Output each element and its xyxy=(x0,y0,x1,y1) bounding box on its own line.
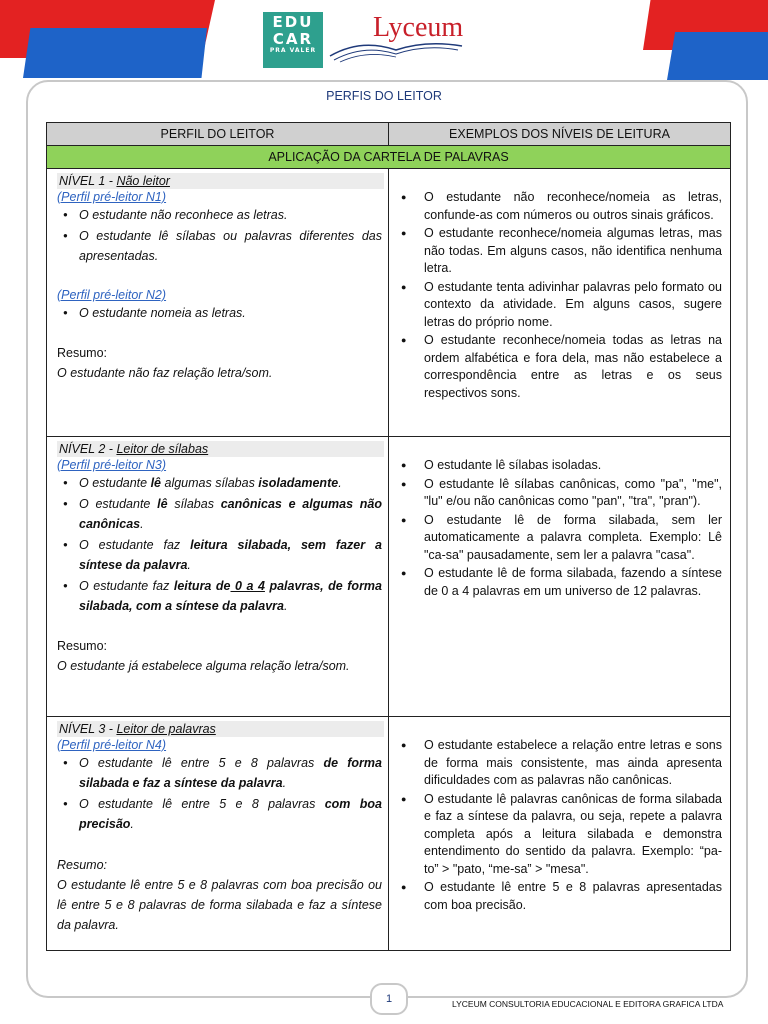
level3-summary-label: Resumo: xyxy=(57,858,108,872)
list-item: ● O estudante nomeia as letras. xyxy=(57,303,382,323)
text-span: O estudante xyxy=(79,476,151,490)
level3-name: Leitor de palavras xyxy=(116,722,216,736)
lyceum-logo: Lyceum xyxy=(373,12,464,43)
bold-span: de forma silabada e faz a síntese da palavra xyxy=(79,756,382,790)
level2-profile-cell xyxy=(47,437,389,717)
col1-header: PERFIL DO LEITOR xyxy=(47,123,389,146)
level1-prefix: NÍVEL 1 - xyxy=(59,174,117,188)
table-row-level2 xyxy=(47,437,731,717)
list-item xyxy=(57,753,382,793)
text-span: sílabas xyxy=(167,497,221,511)
text-span: O estudante lê entre 5 e 8 palavras xyxy=(79,797,325,811)
list-item: ● O estudante não reconhece/nomeia as letras, confunde-as com números ou outros sinais gráficos. xyxy=(399,189,722,224)
level1-summary-label: Resumo: xyxy=(57,346,108,360)
level3-title xyxy=(57,721,384,737)
level3-examples-cell xyxy=(389,717,731,951)
list-item: ● O estudante lê sílabas isoladas. xyxy=(399,457,722,475)
level2-profile: (Perfil pré-leitor N3) xyxy=(57,458,167,472)
level1-summary-text: O estudante não faz relação letra/som. xyxy=(57,366,273,380)
section-row xyxy=(47,146,731,169)
list-item xyxy=(57,794,382,834)
col2-header: EXEMPLOS DOS NÍVEIS DE LEITURA xyxy=(389,123,731,146)
blue-band-right xyxy=(667,32,768,80)
list-item: ● O estudante lê entre 5 e 8 palavras apresentadas com boa precisão. xyxy=(399,879,722,914)
text-span: O estudante faz xyxy=(79,579,174,593)
list-item xyxy=(57,535,382,575)
text-span: O estudante lê entre 5 e 8 palavras xyxy=(79,756,324,770)
level1-name: Não leitor xyxy=(116,174,170,188)
table-header-row xyxy=(47,123,731,146)
list-item: ● O estudante reconhece/nomeia algumas letras, mas não todas. Em alguns casos, não identifica nenhuma letra. xyxy=(399,225,722,278)
level1-title xyxy=(57,173,384,189)
text-span: . xyxy=(187,558,191,572)
list-item: ● O estudante lê palavras canônicas de forma silabada e faz a síntese da palavra, ou seja, repete a palavra completa após a leitura silabada e demonstra entendimento do sentido da palavra. Exemplo: “pa-to” > "pato, “me-sa” > "mesa". xyxy=(399,791,722,879)
bold-underline-span: 0 a 4 xyxy=(230,579,265,593)
bold-span: leitura silabada, sem fazer a síntese da palavra xyxy=(79,538,382,572)
table-row-level1 xyxy=(47,169,731,437)
text-span: . xyxy=(283,599,288,613)
page-number: 1 xyxy=(370,983,408,1015)
text-span: . xyxy=(282,776,287,790)
reader-profiles-table xyxy=(46,122,731,951)
level3-profile-cell xyxy=(47,717,389,951)
level2-examples-cell xyxy=(389,437,731,717)
level2-summary-label: Resumo: xyxy=(57,639,108,653)
level3-prefix: NÍVEL 3 - xyxy=(59,722,117,736)
list-item: ● O estudante não reconhece as letras. xyxy=(57,205,382,225)
level3-profile: (Perfil pré-leitor N4) xyxy=(57,738,167,752)
list-item: ● O estudante tenta adivinhar palavras pelo formato ou contexto da atividade. Em alguns casos, sugere letras do próprio nome. xyxy=(399,279,722,332)
text-span: . xyxy=(130,817,134,831)
bold-span: palavras, de forma silabada, com a síntese da palavra xyxy=(79,579,382,613)
text-span: . xyxy=(338,476,342,490)
text-span: O estudante faz xyxy=(79,538,191,552)
bold-span: isoladamente xyxy=(258,476,339,490)
level2-prefix: NÍVEL 2 - xyxy=(59,442,117,456)
level2-summary-text: O estudante já estabelece alguma relação letra/som. xyxy=(57,659,350,673)
list-item xyxy=(57,494,382,534)
bold-span: lê xyxy=(150,476,162,490)
section-header: APLICAÇÃO DA CARTELA DE PALAVRAS xyxy=(47,146,731,169)
level1-examples-cell xyxy=(389,169,731,437)
level2-name: Leitor de sílabas xyxy=(116,442,209,456)
text-span: . xyxy=(140,517,144,531)
bold-span: leitura de xyxy=(173,579,231,593)
bold-span: com boa precisão xyxy=(79,797,382,831)
educar-logo-line1: EDU xyxy=(272,13,314,31)
level2-title xyxy=(57,441,384,457)
educar-logo-line3: PRA VALER xyxy=(269,47,317,54)
level3-summary-text: O estudante lê entre 5 e 8 palavras com boa precisão ou lê entre 5 e 8 palavras de forma silabada e faz a síntese da palavra. xyxy=(57,878,382,932)
list-item: ● O estudante reconhece/nomeia todas as letras na ordem alfabética e fora dela, mas não estabelece a correspondência entre as letras e os seus respectivos sons. xyxy=(399,332,722,402)
bold-span: lê xyxy=(157,497,168,511)
level1-profile-a: (Perfil pré-leitor N1) xyxy=(57,190,167,204)
page-title: PERFIS DO LEITOR xyxy=(326,89,442,103)
table-row-level3 xyxy=(47,717,731,951)
list-item xyxy=(57,576,382,616)
educar-logo-line2: CAR xyxy=(272,30,314,48)
list-item: ● O estudante lê sílabas canônicas, como "pa", "me", "lu" e/ou não canônicas como "pan", "tra", "pran"). xyxy=(399,476,722,511)
level1-profile-cell xyxy=(47,169,389,437)
level1-profile-b: (Perfil pré-leitor N2) xyxy=(57,288,167,302)
educar-logo xyxy=(263,12,323,68)
text-span: algumas sílabas xyxy=(161,476,259,490)
blue-band-left xyxy=(23,28,207,78)
list-item: ● O estudante lê de forma silabada, sem ler automaticamente a palavra completa. Exemplo: Lê "ca-sa" pausadamente, sem ler a palavra "casa". xyxy=(399,512,722,565)
footer-company: LYCEUM CONSULTORIA EDUCACIONAL E EDITORA GRAFICA LTDA xyxy=(452,999,724,1009)
list-item: ● O estudante lê de forma silabada, fazendo a síntese de 0 a 4 palavras em um universo de 12 palavras. xyxy=(399,565,722,600)
text-span: O estudante xyxy=(79,497,158,511)
list-item xyxy=(57,473,382,493)
list-item: ● O estudante lê sílabas ou palavras diferentes das apresentadas. xyxy=(57,226,382,266)
bold-span: canônicas e algumas não canônicas xyxy=(79,497,382,531)
list-item: ● O estudante estabelece a relação entre letras e sons de forma mais consistente, mas ainda apresenta dificuldades com as palavras não canônicas. xyxy=(399,737,722,790)
